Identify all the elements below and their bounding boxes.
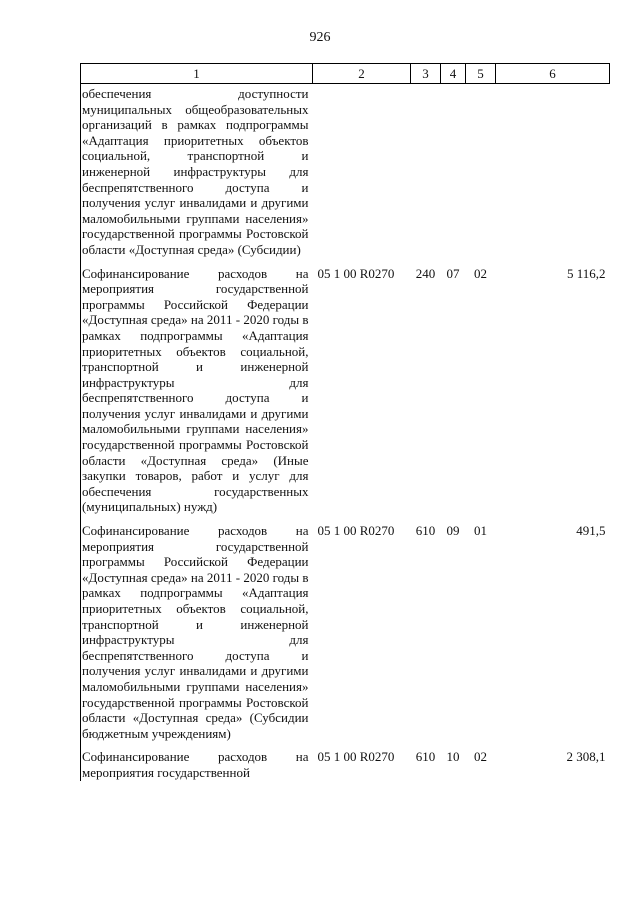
table-row [81,84,610,258]
row-section: 09 [446,523,460,539]
page-number: 926 [309,30,331,45]
row-expense-type: 240 [415,265,436,281]
budget-table [80,63,610,781]
column-header-1: 1 [81,64,313,84]
column-header-2: 2 [313,64,411,84]
row-description: обеспечения доступности муниципальных общеобразовательных организаций в рамках подпрограммы «Адаптация приоритетных объектов социальной, транспортной и инженерной инфраструктуры для беспрепятственного доступа и получения услуг инвалидами и другими маломобильными группами населения» государственной программы Ростовской области «Доступная среда» (Субсидии) [81,84,313,258]
row-target-code: 05 1 00 R0270 [317,749,395,765]
table-row [81,258,610,516]
row-subsection: 02 [474,265,487,281]
row-amount [496,84,610,258]
row-section [441,84,466,258]
row-target-code: 05 1 00 R0270 [317,523,395,539]
table-row [81,741,610,780]
row-section: 10 [446,749,460,765]
row-subsection [466,84,496,258]
row-subsection: 02 [474,749,487,765]
row-amount: 5 116,2 [566,265,606,281]
row-amount: 491,5 [576,523,606,539]
column-header-5: 5 [466,64,496,84]
column-header-3: 3 [411,64,441,84]
row-subsection: 01 [474,523,487,539]
row-description: Софинансирование расходов на мероприятия государственной программы Российской Федерации «Доступная среда» на 2011 - 2020 годы в рамках подпрограммы «Адаптация приоритетных объектов социальной, транспортной и инженерной инфраструктуры для беспрепятственного доступа и получения услуг инвалидами и другими маломобильными группами населения» государственной программы Ростовской области «Доступная среда» (Иные закупки товаров, работ и услуг для обеспечения государственных (муниципальных) нужд) [81,258,313,516]
row-expense-type: 610 [415,749,436,765]
row-description: Софинансирование расходов на мероприятия государственной [81,741,313,780]
row-expense-type: 610 [415,523,436,539]
table-row [81,515,610,741]
row-expense-type [411,84,441,258]
column-header-4: 4 [441,64,466,84]
row-section: 07 [446,265,460,281]
row-description: Софинансирование расходов на мероприятия государственной программы Российской Федерации «Доступная среда» на 2011 - 2020 годы в рамках подпрограммы «Адаптация приоритетных объектов социальной, транспортной и инженерной инфраструктуры для беспрепятственного доступа и получения услуг инвалидами и другими маломобильными группами населения» государственной программы Ростовской области «Доступная среда» (Субсидии бюджетным учреждениям) [81,515,313,741]
table-header-row [81,64,610,84]
row-amount: 2 308,1 [566,749,606,765]
row-target-code [313,84,411,258]
row-target-code: 05 1 00 R0270 [317,265,395,281]
column-header-6: 6 [496,64,610,84]
